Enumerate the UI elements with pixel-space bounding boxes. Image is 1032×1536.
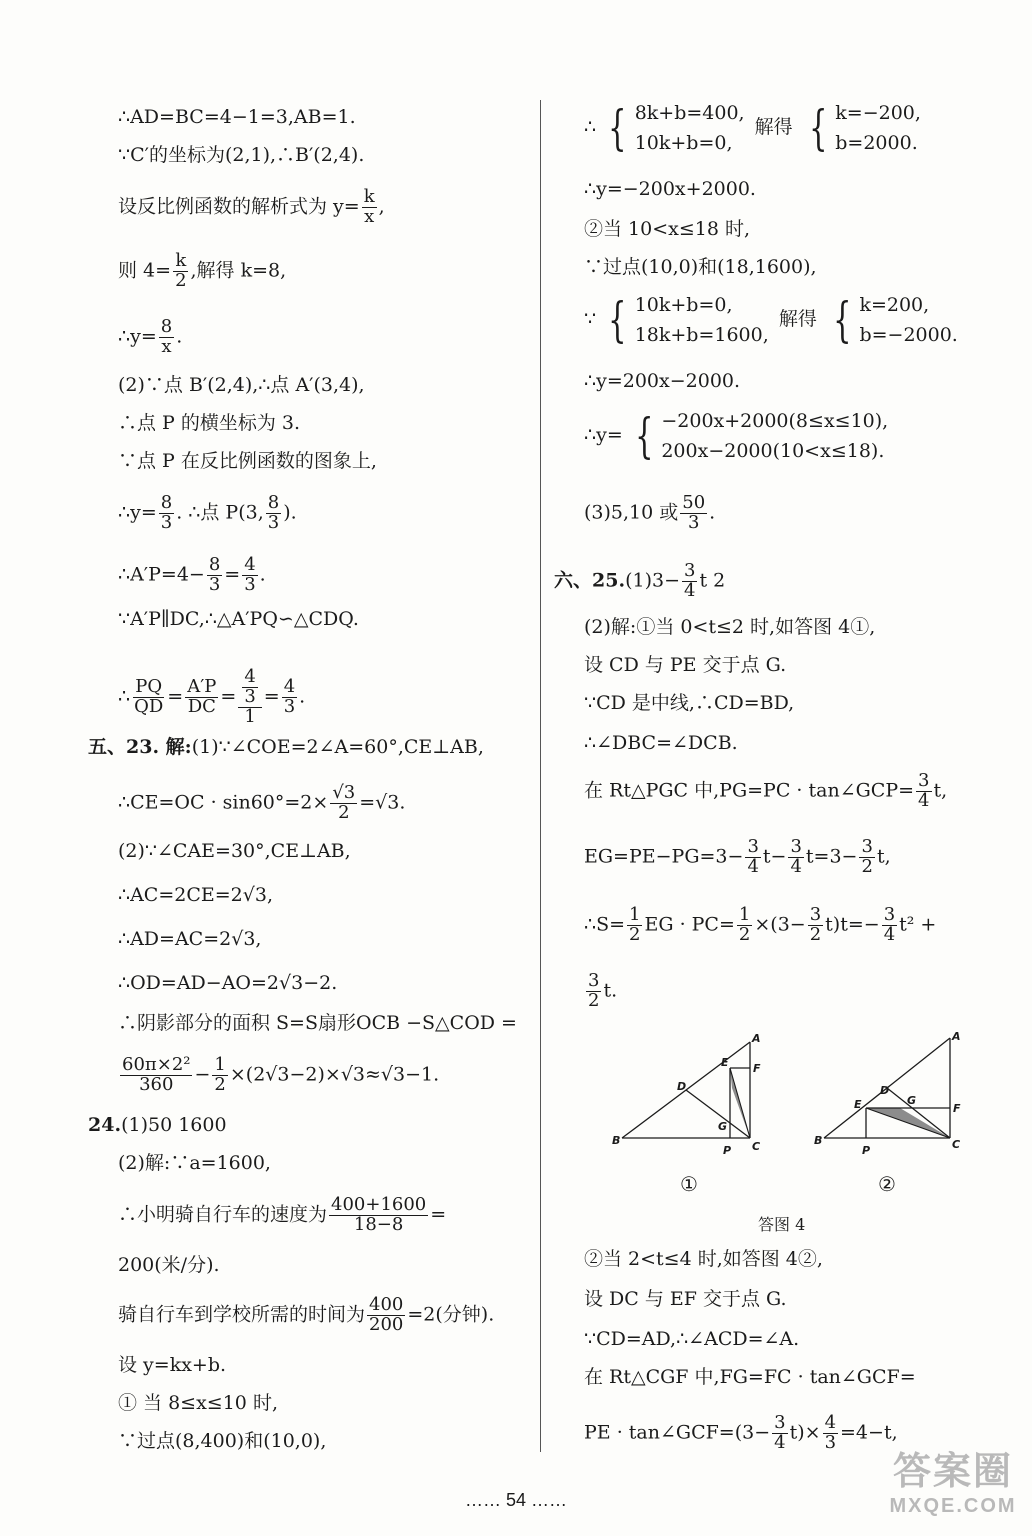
numerator: A′P xyxy=(187,675,217,697)
column-divider xyxy=(540,100,541,1452)
equation: b=−2000. xyxy=(859,324,958,346)
equation: 10k+b=0, xyxy=(634,132,733,154)
text-span: . xyxy=(709,501,716,524)
fraction xyxy=(680,494,707,533)
text-span: ∴CE=OC · sin60°=2× xyxy=(118,791,329,814)
denominator: 2 xyxy=(809,923,822,945)
text-line xyxy=(88,734,484,760)
equation: 8k+b=400, xyxy=(634,102,745,124)
numerator: 3 xyxy=(774,1412,786,1433)
text-line: ∴AC=2CE=2√3, xyxy=(118,884,274,906)
text-line: (2)∵∠CAE=30°,CE⊥AB, xyxy=(118,840,351,862)
watermark-url: MXQE.COM xyxy=(889,1495,1017,1517)
svg-text:A: A xyxy=(752,1032,761,1045)
page-number: …… 54 …… xyxy=(464,1490,568,1510)
text-span: ∴S= xyxy=(584,913,626,936)
text-span: ,解得 k=8, xyxy=(190,259,287,282)
text-span: − xyxy=(194,1063,211,1086)
text-line: 设 DC 与 EF 交于点 G. xyxy=(584,1288,787,1310)
text-span: PE · tan∠GCF=(3− xyxy=(584,1421,771,1444)
text-line: 在 Rt△CGF 中,FG=FC · tan∠GCF= xyxy=(584,1366,916,1388)
numerator: k xyxy=(175,250,187,271)
text-line: ∴点 P 的横坐标为 3. xyxy=(118,412,301,434)
denominator: 2 xyxy=(629,923,641,945)
equation: 10k+b=0, xyxy=(634,294,733,316)
text-line xyxy=(118,1296,494,1335)
svg-text:B: B xyxy=(814,1134,823,1147)
brace-system xyxy=(602,98,744,158)
denominator: x xyxy=(161,335,172,357)
svg-text:P: P xyxy=(723,1144,732,1157)
text-line: 设 CD 与 PE 交于点 G. xyxy=(584,654,787,676)
text-span: t=3− xyxy=(805,845,858,868)
brace-icon: { xyxy=(833,292,852,348)
question-number: 五、23. 解: xyxy=(88,736,192,758)
numerator: 60π×2² xyxy=(122,1054,191,1075)
fraction xyxy=(120,1056,192,1095)
text-line: (2)∵点 B′(2,4),∴点 A′(3,4), xyxy=(118,374,365,396)
text-line xyxy=(584,838,891,877)
fraction xyxy=(266,494,281,533)
fraction xyxy=(745,838,760,877)
numerator: 3 xyxy=(918,770,930,791)
text-line xyxy=(584,494,715,533)
svg-text:B: B xyxy=(612,1134,621,1147)
equation: k=200, xyxy=(859,294,930,316)
brace-icon: { xyxy=(608,292,627,348)
numerator: 3 xyxy=(683,560,696,581)
fraction xyxy=(823,1414,838,1453)
fraction xyxy=(159,318,174,357)
denominator: 2 xyxy=(738,923,751,945)
fraction xyxy=(212,1056,227,1095)
text-line xyxy=(88,1112,227,1138)
numerator: PQ xyxy=(135,675,163,697)
text-line xyxy=(118,784,405,823)
text-span: (3)5,10 或 xyxy=(584,501,679,524)
watermark-logo xyxy=(888,1440,1018,1518)
denominator: 3 xyxy=(160,511,173,533)
text-line xyxy=(584,772,947,811)
fraction xyxy=(362,188,377,227)
text-span: ). xyxy=(283,501,297,524)
fraction xyxy=(159,494,174,533)
text-span: 在 Rt△PGC 中,PG=PC · tan∠GCP= xyxy=(584,779,915,802)
denominator: 4 xyxy=(774,1431,786,1453)
fraction xyxy=(185,675,218,717)
equation-system xyxy=(584,98,921,158)
text-line xyxy=(118,252,286,291)
denominator: 4 xyxy=(683,579,696,601)
svg-text:C: C xyxy=(752,1140,761,1153)
fraction xyxy=(242,668,257,707)
denominator: 2 xyxy=(214,1073,226,1095)
text-line: (2)解:∵a=1600, xyxy=(118,1152,271,1174)
text-span: =√3. xyxy=(359,791,406,814)
numerator: 4 xyxy=(824,1412,837,1433)
text-line: ∵A′P∥DC,∴△A′PQ∽△CDQ. xyxy=(118,608,359,630)
text-span: t 2 xyxy=(699,569,726,592)
text-span: . xyxy=(299,685,306,708)
text-span: t² + xyxy=(899,913,937,936)
svg-text:F: F xyxy=(753,1062,761,1075)
text-span: EG=PE−PG=3− xyxy=(584,845,744,868)
text-line xyxy=(118,1056,439,1095)
text-span: ∴y= xyxy=(118,325,157,348)
fraction xyxy=(627,906,642,945)
text-span: ×(2√3−2)×√3≈√3−1. xyxy=(229,1063,440,1086)
fraction xyxy=(242,556,257,595)
denominator: 200 xyxy=(369,1313,404,1335)
numerator xyxy=(238,668,261,708)
text-line: ②当 10<x≤18 时, xyxy=(584,218,751,240)
text-line xyxy=(118,494,297,533)
text-span: 解得 xyxy=(754,116,793,138)
text-line xyxy=(118,188,385,227)
figure-1-label: ① xyxy=(680,1172,698,1196)
svg-text:D: D xyxy=(677,1080,687,1093)
brace-system xyxy=(803,98,921,158)
denominator: 360 xyxy=(139,1073,174,1095)
question-number: 六、25. xyxy=(554,569,626,592)
text-span: = xyxy=(220,685,237,708)
brace-system xyxy=(827,290,958,350)
denominator: 4 xyxy=(790,855,802,877)
text-span: 解得 xyxy=(778,308,817,330)
text-span: ∴小明骑自行车的速度为 xyxy=(118,1203,328,1226)
text-line: ∴y=−200x+2000. xyxy=(584,178,756,200)
denominator: DC xyxy=(187,695,216,717)
text-span: 骑自行车到学校所需的时间为 xyxy=(118,1303,366,1326)
denominator: 3 xyxy=(267,511,280,533)
text-span: , xyxy=(378,195,385,218)
denominator: x xyxy=(364,205,375,227)
fraction xyxy=(882,906,897,945)
denominator: QD xyxy=(134,695,164,717)
numerator: 400 xyxy=(369,1294,404,1315)
text-span: ∵ xyxy=(584,308,597,330)
compound-fraction xyxy=(238,668,261,727)
text-line: 设 y=kx+b. xyxy=(118,1354,227,1376)
denominator: 3 xyxy=(244,573,256,595)
text-line: ∵C′的坐标为(2,1),∴B′(2,4). xyxy=(118,144,365,166)
text-line xyxy=(118,1196,446,1235)
numerator: 3 xyxy=(790,836,802,857)
text-span: = xyxy=(167,685,184,708)
denominator: 3 xyxy=(687,511,700,533)
text-span: ∴y= xyxy=(584,424,623,446)
text-span: t− xyxy=(762,845,787,868)
svg-text:F: F xyxy=(953,1102,961,1115)
numerator: 400+1600 xyxy=(331,1194,427,1215)
figure-caption: 答图 4 xyxy=(758,1215,806,1234)
numerator: 3 xyxy=(588,970,600,991)
denominator: 3 xyxy=(824,1431,837,1453)
fraction xyxy=(772,1414,787,1453)
text-line: ∴∠DBC=∠DCB. xyxy=(584,732,738,754)
numerator: √3 xyxy=(332,782,356,803)
text-line: ∴AD=BC=4−1=3,AB=1. xyxy=(118,106,356,128)
text-span: . xyxy=(176,325,183,348)
numerator: k xyxy=(363,186,375,207)
numerator: 8 xyxy=(208,554,221,575)
text-span: = xyxy=(263,685,280,708)
svg-text:G: G xyxy=(907,1094,917,1107)
text-span: . xyxy=(259,563,266,586)
fraction xyxy=(367,1296,405,1335)
fraction xyxy=(916,772,931,811)
brace-system xyxy=(629,406,888,466)
denominator: 1 xyxy=(244,705,256,727)
fraction xyxy=(788,838,803,877)
denominator: 2 xyxy=(338,801,350,823)
equation: b=2000. xyxy=(835,132,918,154)
text-line: (2)解:①当 0<t≤2 时,如答图 4①, xyxy=(584,616,876,638)
denominator: 18−8 xyxy=(353,1213,404,1235)
fraction xyxy=(207,556,222,595)
numerator: 3 xyxy=(809,904,822,925)
equation: 200x−2000(10<x≤18). xyxy=(661,440,885,462)
svg-text:D: D xyxy=(880,1084,890,1097)
text-span: = xyxy=(224,563,241,586)
fraction xyxy=(329,1196,428,1235)
fraction xyxy=(737,906,752,945)
numerator: 4 xyxy=(244,554,256,575)
svg-text:C: C xyxy=(952,1138,961,1151)
fraction xyxy=(282,675,297,717)
numerator: 8 xyxy=(160,316,173,337)
text-span: . ∴点 P(3, xyxy=(176,501,264,524)
fraction xyxy=(859,838,874,877)
equation: −200x+2000(8≤x≤10), xyxy=(661,410,889,432)
denominator: 3 xyxy=(283,695,296,717)
numerator: 3 xyxy=(883,904,896,925)
numerator: 1 xyxy=(214,1054,226,1075)
numerator: 3 xyxy=(747,836,759,857)
brace-icon: { xyxy=(808,100,828,156)
text-line xyxy=(118,556,266,595)
equation: k=−200, xyxy=(835,102,921,124)
text-line xyxy=(118,318,182,357)
text-line: ∴y=200x−2000. xyxy=(584,370,741,392)
brace-icon: { xyxy=(634,408,654,464)
text-span: t)t=− xyxy=(825,913,880,936)
text-span: 则 4= xyxy=(118,259,172,282)
equation: 18k+b=1600, xyxy=(634,324,769,346)
text-line: ① 当 8≤x≤10 时, xyxy=(118,1392,278,1414)
fraction xyxy=(808,906,823,945)
text-line: ∵过点(10,0)和(18,1600), xyxy=(584,256,817,278)
fraction xyxy=(586,972,601,1011)
denominator: 4 xyxy=(747,855,759,877)
text-line: ∴AD=AC=2√3, xyxy=(118,928,262,950)
fraction xyxy=(173,252,188,291)
brace-icon: { xyxy=(608,100,627,156)
text-span: 设反比例函数的解析式为 y= xyxy=(118,195,360,218)
text-span: (1)3− xyxy=(625,569,680,592)
question-number: 24. xyxy=(88,1114,122,1136)
denominator: 3 xyxy=(208,573,221,595)
geometry-figure-1 xyxy=(610,1030,840,1180)
text-span: ∴ xyxy=(118,685,131,708)
svg-text:G: G xyxy=(718,1120,728,1133)
svg-text:P: P xyxy=(862,1144,871,1157)
numerator: 8 xyxy=(160,492,173,513)
text-span: EG · PC= xyxy=(644,913,735,936)
text-line: ∵过点(8,400)和(10,0), xyxy=(118,1430,327,1452)
numerator: 8 xyxy=(267,492,280,513)
numerator: 3 xyxy=(861,836,873,857)
fraction xyxy=(132,675,165,717)
text-line: ∵CD 是中线,∴CD=BD, xyxy=(584,692,795,714)
geometry-figure-2 xyxy=(808,1030,1032,1180)
denominator: 2 xyxy=(588,989,600,1011)
text-line xyxy=(554,562,725,601)
text-span: t)× xyxy=(789,1421,821,1444)
text-line xyxy=(584,972,617,1011)
text-span: ∴A′P=4− xyxy=(118,563,205,586)
denominator: 4 xyxy=(918,789,930,811)
denominator: 3 xyxy=(244,685,256,707)
text-span: ∴y= xyxy=(118,501,157,524)
numerator: 4 xyxy=(244,666,256,687)
text-span: (1)50 1600 xyxy=(121,1114,227,1136)
fraction xyxy=(682,562,697,601)
fraction xyxy=(330,784,357,823)
text-line: ②当 2<t≤4 时,如答图 4②, xyxy=(584,1248,823,1270)
text-span: ∴ xyxy=(584,116,597,138)
denominator: 2 xyxy=(175,269,187,291)
text-line: ∵点 P 在反比例函数的图象上, xyxy=(118,450,377,472)
text-span: t, xyxy=(933,779,948,802)
text-line xyxy=(584,906,936,945)
text-line xyxy=(118,668,305,727)
text-line: 200(米/分). xyxy=(118,1254,220,1276)
text-line xyxy=(584,1414,898,1453)
numerator: 1 xyxy=(629,904,641,925)
text-span: (1)∵∠COE=2∠A=60°,CE⊥AB, xyxy=(191,736,484,758)
text-span: =4−t, xyxy=(840,1421,898,1444)
figure-2-label: ② xyxy=(878,1172,896,1196)
text-span: = xyxy=(430,1203,447,1226)
text-line: ∵CD=AD,∴∠ACD=∠A. xyxy=(584,1328,800,1350)
watermark-text: 答案圈 xyxy=(892,1451,1013,1493)
denominator: 2 xyxy=(861,855,873,877)
numerator: 4 xyxy=(283,675,296,697)
text-line: ∴阴影部分的面积 S=S扇形OCB −S△COD = xyxy=(118,1012,517,1034)
text-line: ∴OD=AD−AO=2√3−2. xyxy=(118,972,338,994)
svg-text:A: A xyxy=(952,1030,961,1043)
svg-text:E: E xyxy=(721,1056,729,1069)
denominator: 4 xyxy=(883,923,896,945)
equation-system xyxy=(584,290,958,350)
text-span: =2(分钟). xyxy=(407,1303,495,1326)
text-span: t. xyxy=(603,979,618,1002)
text-span: t, xyxy=(876,845,891,868)
piecewise-function xyxy=(584,406,888,466)
text-span: ×(3− xyxy=(754,913,806,936)
brace-system xyxy=(602,290,769,350)
numerator: 50 xyxy=(682,492,706,513)
svg-text:E: E xyxy=(854,1098,862,1111)
numerator: 1 xyxy=(738,904,751,925)
